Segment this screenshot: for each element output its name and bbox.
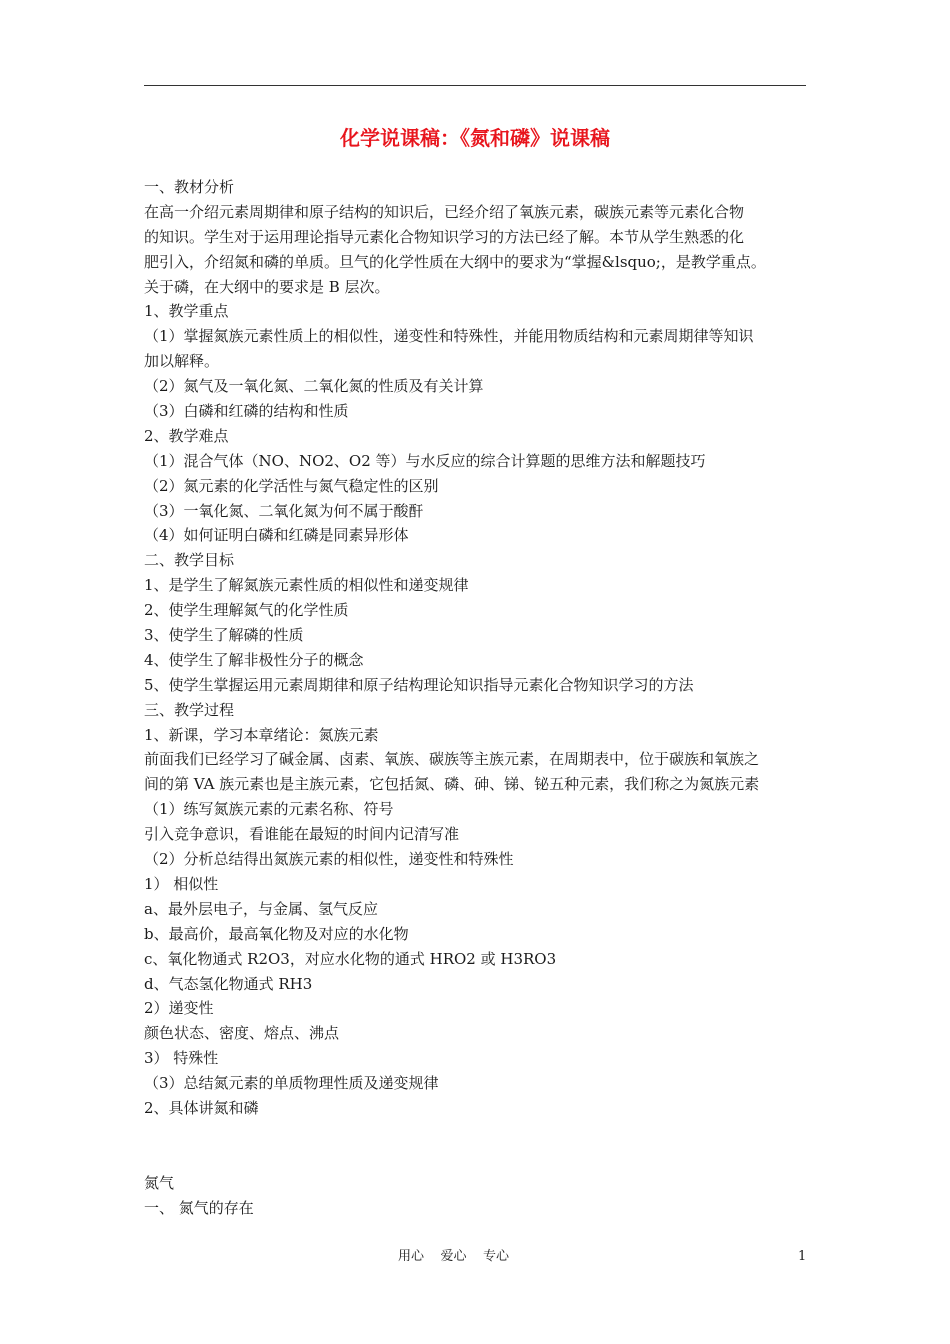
body-line: 颜色状态、密度、熔点、沸点	[144, 1024, 340, 1043]
body-line: b、最高价，最高氧化物及对应的水化物	[144, 924, 409, 943]
body-line: 2）递变性	[144, 999, 214, 1018]
body-line: c、氧化物通式 R2O3，对应水化物的通式 HRO2 或 H3RO3	[144, 949, 557, 968]
body-line: （1）混合气体（NO、NO2、O2 等）与水反应的综合计算题的思维方法和解题技巧	[144, 451, 706, 470]
body-line: d、气态氢化物通式 RH3	[144, 974, 313, 993]
body-line: 三、教学过程	[144, 700, 235, 719]
body-line: 在高一介绍元素周期律和原子结构的知识后，已经介绍了氧族元素，碳族元素等元素化合物	[144, 202, 745, 221]
body-line: （3）总结氮元素的单质物理性质及递变规律	[144, 1074, 439, 1093]
body-line: 1、新课，学习本章绪论：氮族元素	[144, 725, 379, 744]
body-line: 肥引入，介绍氮和磷的单质。旦气的化学性质在大纲中的要求为“掌握&lsquo;，是教学重点。	[144, 252, 766, 271]
body-line: a、最外层电子，与金属、氢气反应	[144, 899, 378, 918]
body-line: 1） 相似性	[144, 874, 219, 893]
body-line	[144, 1146, 812, 1171]
body-line: 一、 氮气的存在	[144, 1198, 254, 1217]
body-line: （2）氮气及一氧化氮、二氧化氮的性质及有关计算	[144, 377, 484, 396]
body-line: （2）分析总结得出氮族元素的相似性，递变性和特殊性	[144, 850, 514, 869]
body-line: 1、是学生了解氮族元素性质的相似性和递变规律	[144, 576, 469, 595]
header-rule	[144, 85, 806, 86]
body-line: 3、使学生了解磷的性质	[144, 626, 304, 645]
body-line: 关于磷，在大纲中的要求是 B 层次。	[144, 277, 390, 296]
body-line: 的知识。学生对于运用理论指导元素化合物知识学习的方法已经了解。本节从学生熟悉的化	[144, 227, 745, 246]
body-line: 间的第 VA 族元素也是主族元素，它包括氮、磷、砷、锑、铋五种元素，我们称之为氮族元素	[144, 775, 760, 794]
body-line: 3） 特殊性	[144, 1049, 219, 1068]
body-line: （3）白磷和红磷的结构和性质	[144, 402, 349, 421]
body-line: 1、教学重点	[144, 302, 229, 321]
body-line: 一、教材分析	[144, 178, 235, 196]
document-body	[144, 175, 812, 1220]
footer-motto: 用心 爱心 专心	[398, 1249, 510, 1264]
body-line: （2）氮元素的化学活性与氮气稳定性的区别	[144, 476, 439, 495]
body-line: 氮气	[144, 1173, 175, 1192]
body-line	[144, 1121, 812, 1146]
body-line: （1）掌握氮族元素性质上的相似性，递变性和特殊性，并能用物质结构和元素周期律等知识	[144, 327, 754, 346]
body-line: 前面我们已经学习了碱金属、卤素、氧族、碳族等主族元素，在周期表中，位于碳族和氧族之	[144, 750, 760, 769]
body-line: 引入竞争意识，看谁能在最短的时间内记清写准	[144, 825, 460, 844]
body-line: 2、使学生理解氮气的化学性质	[144, 601, 349, 620]
body-line: 2、教学难点	[144, 426, 229, 445]
page-number: 1	[798, 1249, 807, 1264]
body-line: 加以解释。	[144, 352, 220, 371]
body-line: （4）如何证明白磷和红磷是同素异形体	[144, 526, 409, 545]
document-title: 化学说课稿：《氮和磷》说课稿	[340, 126, 610, 150]
body-line: 二、教学目标	[144, 551, 235, 570]
body-line: （3）一氧化氮、二氧化氮为何不属于酸酐	[144, 501, 424, 520]
body-line: （1）练写氮族元素的元素名称、符号	[144, 800, 394, 819]
body-line: 5、使学生掌握运用元素周期律和原子结构理论知识指导元素化合物知识学习的方法	[144, 675, 694, 694]
body-line: 2、具体讲氮和磷	[144, 1098, 259, 1117]
body-line: 4、使学生了解非极性分子的概念	[144, 650, 364, 669]
